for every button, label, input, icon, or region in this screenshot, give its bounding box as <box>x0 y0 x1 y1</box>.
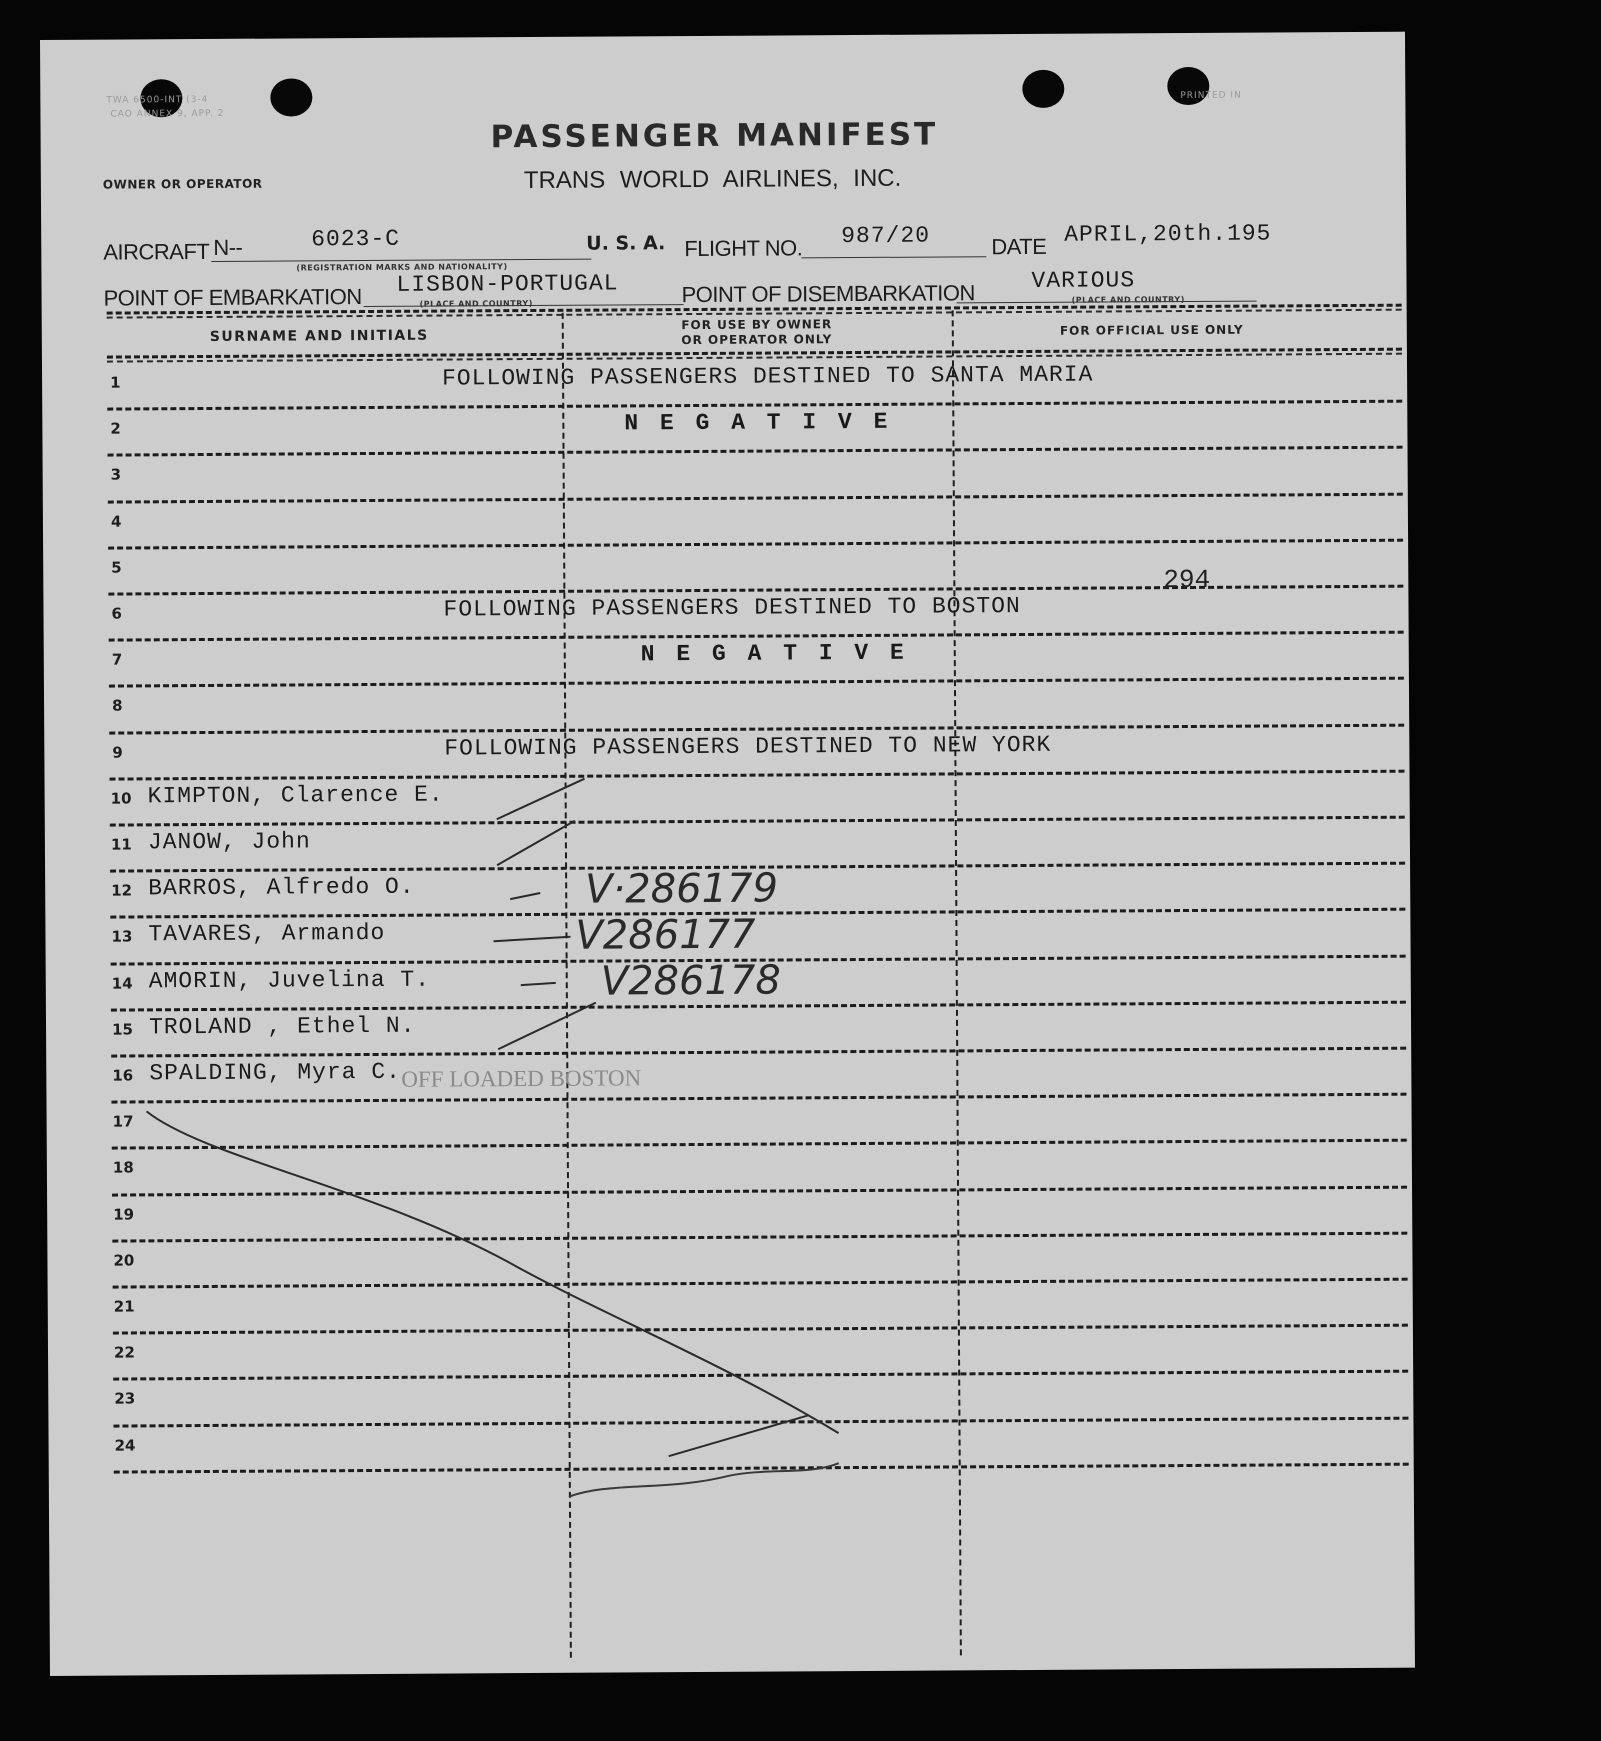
date-label: DATE <box>991 233 1047 260</box>
disembarkation-note: (PLACE AND COUNTRY) <box>1071 295 1185 305</box>
passenger-name: SPALDING, Myra C. <box>149 1058 402 1087</box>
column-header-name: SURNAME AND INITIALS <box>209 327 429 345</box>
check-mark-row14 <box>521 983 556 985</box>
row-number: 21 <box>113 1297 135 1316</box>
owner-use-line1: FOR USE BY OWNER <box>681 317 833 333</box>
pen-marks <box>40 32 1415 1676</box>
flight-number-label: FLIGHT NO. <box>684 235 803 262</box>
row-number: 15 <box>111 1020 133 1039</box>
aircraft-prefix: N-- <box>213 234 243 260</box>
negative-note: N E G A T I V E <box>624 408 892 437</box>
row-number: 13 <box>111 927 133 946</box>
row-number: 6 <box>111 604 122 623</box>
row-number: 4 <box>110 512 122 531</box>
disembarkation-value: VARIOUS <box>1031 267 1136 294</box>
row-number: 19 <box>113 1205 135 1224</box>
check-mark-row15 <box>498 1003 596 1050</box>
check-mark-row13 <box>493 937 570 941</box>
strike-through-line <box>147 1107 839 1437</box>
aircraft-registration-value: 6023-C <box>311 225 401 253</box>
passenger-name: KIMPTON, Clarence E. <box>147 781 444 810</box>
owner-use-line2: OR OPERATOR ONLY <box>681 332 833 348</box>
embarkation-value: LISBON-PORTUGAL <box>396 270 619 298</box>
destination-heading: FOLLOWING PASSENGERS DESTINED TO NEW YORK <box>444 731 1052 762</box>
embarkation-note: (PLACE AND COUNTRY) <box>419 298 533 309</box>
row-number: 11 <box>110 835 132 854</box>
passenger-name: JANOW, John <box>147 828 311 856</box>
disembarkation-label: POINT OF DISEMBARKATION <box>681 280 975 308</box>
embarkation-label: POINT OF EMBARKATION <box>103 284 362 311</box>
passenger-name: BARROS, Alfredo O. <box>148 873 415 902</box>
row-number: 5 <box>111 558 122 577</box>
row-number: 20 <box>113 1251 135 1270</box>
manifest-paper <box>40 32 1415 1676</box>
check-mark-row11 <box>497 821 575 865</box>
row-number: 22 <box>113 1343 135 1362</box>
negative-note: N E G A T I V E <box>640 639 908 668</box>
destination-heading: FOLLOWING PASSENGERS DESTINED TO BOSTON <box>443 593 1021 623</box>
passenger-name: TROLAND , Ethel N. <box>148 1012 416 1041</box>
aircraft-label: AIRCRAFT <box>103 238 210 265</box>
row-number: 16 <box>112 1066 134 1085</box>
row-number: 7 <box>111 650 123 669</box>
document-title: PASSENGER MANIFEST <box>490 116 939 156</box>
row-number: 3 <box>110 465 122 484</box>
check-mark-row12 <box>510 893 540 899</box>
row-number: 1 <box>110 373 121 392</box>
registration-note: (REGISTRATION MARKS AND NATIONALITY) <box>296 262 508 273</box>
passenger-name: TAVARES, Armando <box>148 920 386 948</box>
printed-in-note: PRINTED IN <box>1180 90 1242 102</box>
date-value: APRIL,20th.195 <box>1064 220 1272 248</box>
row-number: 18 <box>112 1158 134 1177</box>
row-number: 9 <box>112 743 123 762</box>
country-label: U. S. A. <box>586 232 666 255</box>
row-number: 14 <box>111 974 133 993</box>
owner-operator-label: OWNER OR OPERATOR <box>102 176 263 192</box>
visa-number-row13: V286177 <box>575 911 756 959</box>
destination-heading: FOLLOWING PASSENGERS DESTINED TO SANTA MARIA <box>441 361 1094 392</box>
row-number: 17 <box>112 1112 134 1131</box>
visa-number-row12: V·286179 <box>585 865 779 913</box>
visa-number-row14: V286178 <box>600 957 781 1005</box>
check-mark-row10 <box>497 779 585 820</box>
flight-number-value: 987/20 <box>841 222 931 250</box>
row-number: 12 <box>111 881 133 900</box>
row-number: 10 <box>110 789 132 808</box>
row-number: 2 <box>110 419 121 438</box>
passenger-name: AMORIN, Juvelina T. <box>148 966 431 994</box>
row-number: 23 <box>114 1389 136 1408</box>
page-number: 294 <box>1163 564 1211 596</box>
strike-hook <box>668 1415 808 1456</box>
column-header-official: FOR OFFICIAL USE ONLY <box>1059 322 1244 338</box>
operator-name: TRANS WORLD AIRLINES, INC. <box>523 164 902 195</box>
row-number: 8 <box>112 696 123 715</box>
form-code-line2: CAO ANNEX 9, APP. 2 <box>110 108 225 120</box>
off-loaded-stamp: OFF LOADED BOSTON <box>401 1065 642 1092</box>
row-number: 24 <box>114 1436 136 1455</box>
signature-scribble <box>569 1463 839 1497</box>
form-code-line1: TWA 6500-INT (3-4 <box>106 94 209 106</box>
